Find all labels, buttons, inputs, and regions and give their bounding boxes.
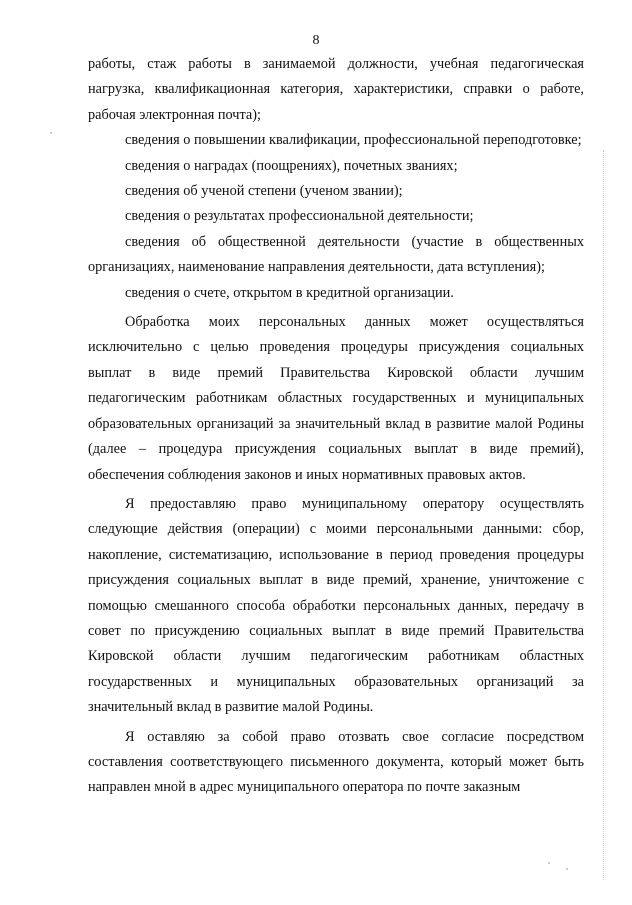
- scan-margin-artifact: [602, 150, 604, 880]
- list-item-bank-account: сведения о счете, открытом в кредитной организации.: [125, 284, 454, 301]
- paragraph-consent-withdrawal: Я оставляю за собой право отозвать свое согласие посредством составления соответствующего письменного документа, который может быть направлен мной в адрес муниципального оператора по почте заказным: [88, 728, 584, 796]
- page-number: 8: [312, 33, 320, 48]
- list-item-professional-results: сведения о результатах профессиональной деятельности;: [125, 208, 474, 225]
- scan-speck: [50, 132, 52, 134]
- list-item-qualification: сведения о повышении квалификации, профессиональной переподготовке;: [125, 132, 582, 149]
- paragraph-operator-rights: Я предоставляю право муниципальному оператору осуществлять следующие действия (операции) с моими персональными данными: сбор, накопление, систематизацию, использование в период проведения процедуры присуждения социальных выплат в виде премий, хранение, уничтожение с помощью смешанного способа обработки персональных данных, передачу в совет по присуждению социальных выплат в виде премий Правительства Кировской области лучшим педагогическим работникам областных государственных и муниципальных образовательных организаций за значительный вклад в развитие малой Родины.: [88, 495, 584, 716]
- document-body: [88, 52, 584, 801]
- scan-speck: [548, 862, 550, 864]
- list-item-awards: сведения о наградах (поощрениях), почетных званиях;: [125, 157, 458, 174]
- paragraph-processing-purpose: Обработка моих персональных данных может осуществляться исключительно с целью проведения процедуры присуждения социальных выплат в виде премий Правительства Кировской области лучшим педагогическим работникам областных государственных и муниципальных образовательных организаций за значительный вклад в развитие малой Родины (далее – процедура присуждения социальных выплат в виде премий), обеспечения соблюдения законов и иных нормативных правовых актов.: [88, 314, 584, 483]
- scan-speck: [566, 868, 568, 870]
- continuation-paragraph: работы, стаж работы в занимаемой должности, учебная педагогическая нагрузка, квалификационная категория, характеристики, справки о работе, рабочая электронная почта);: [88, 56, 584, 123]
- list-item-academic-degree: сведения об ученой степени (ученом звании);: [125, 183, 403, 200]
- list-item-public-activity: сведения об общественной деятельности (участие в общественных организациях, наименование направления деятельности, дата вступления);: [88, 233, 584, 276]
